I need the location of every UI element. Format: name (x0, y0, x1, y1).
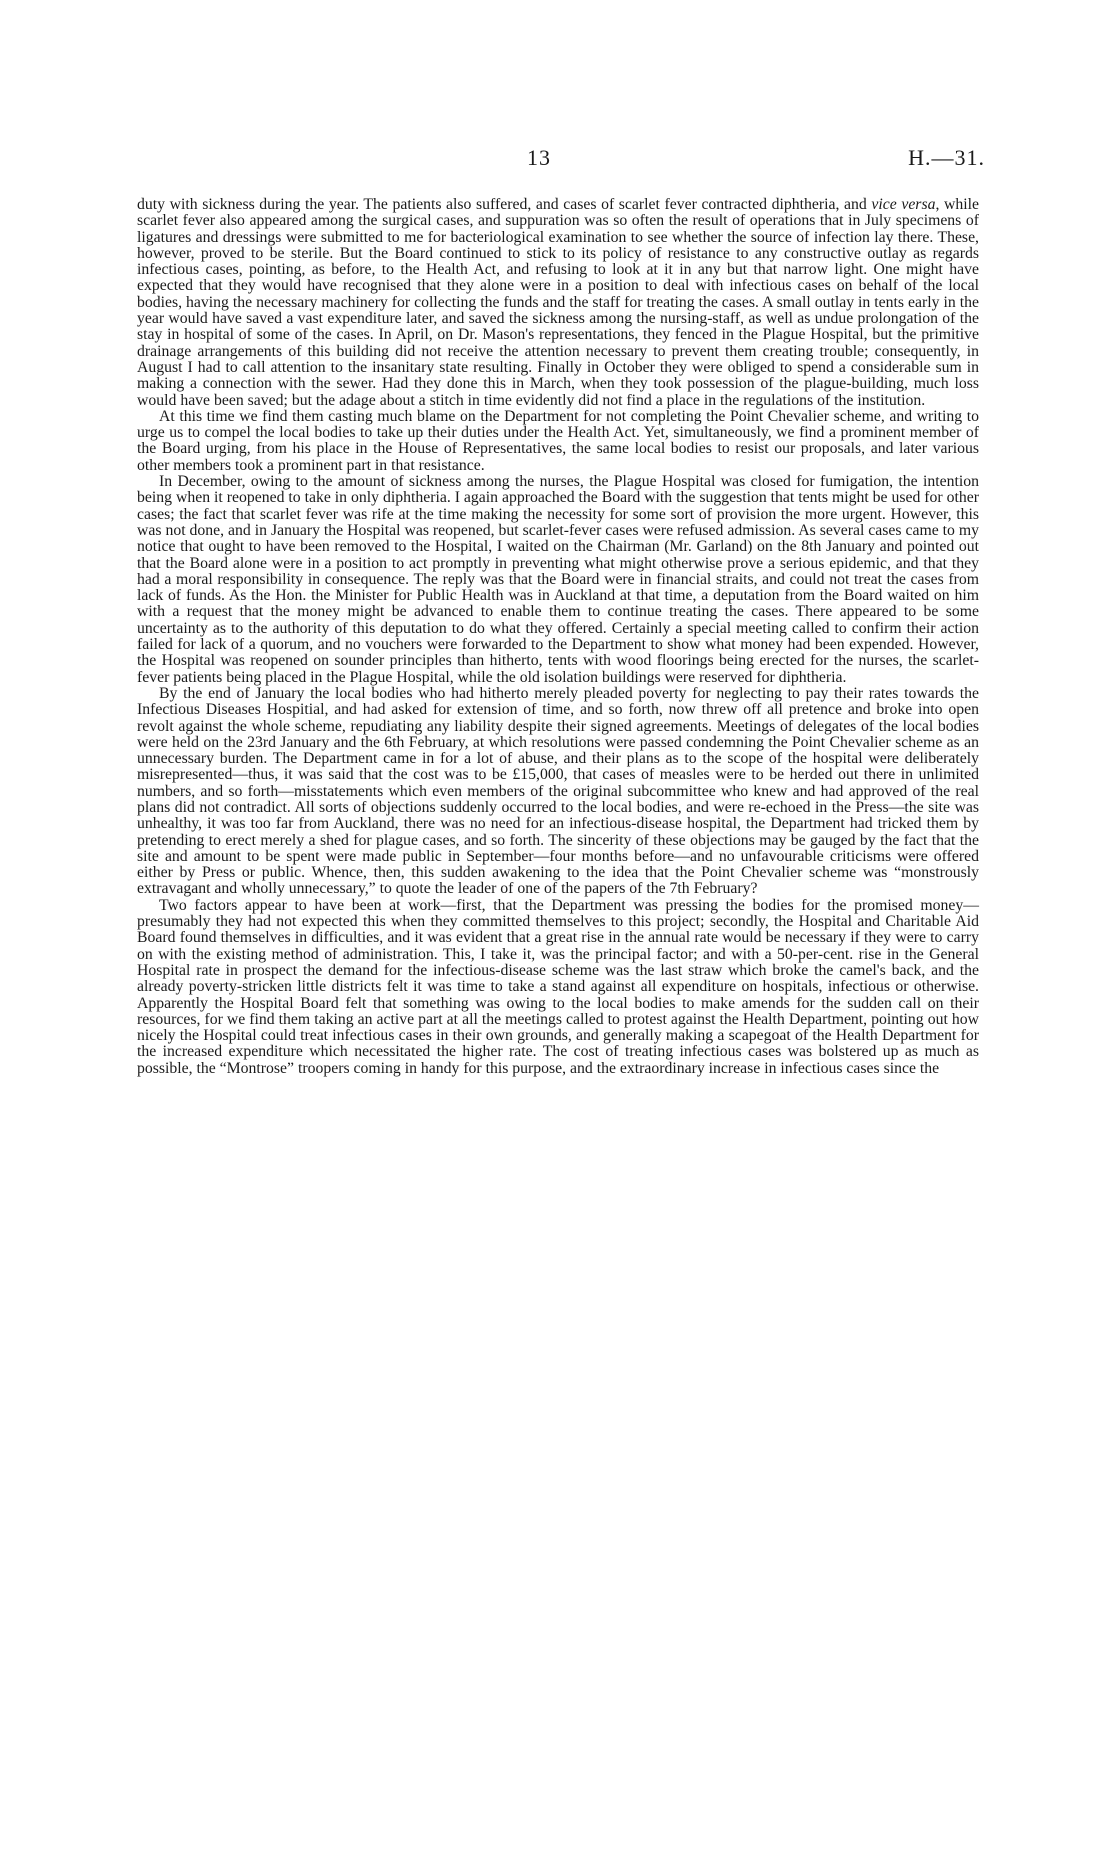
text-run: , while scarlet fever also appeared among the surgical cases, and suppuration was so often the result of operations that in July specimens of ligatures and dressings were submitted to me for bacteriological examination to see whether the source of infection lay there. These, however, proved to be sterile. But the Board continued to stick to its policy of resistance to any constructive outlay as regards infectious cases, pointing, as before, to the Health Act, and refusing to look at it in any but that narrow light. One might have expected that they would have recognised that they alone were in a position to deal with infectious cases on behalf of the local bodies, having the necessary machinery for collecting the funds and the staff for treating the cases. A small outlay in tents early in the year would have saved a vast expenditure later, and saved the sickness among the nursing-staff, as well as undue prolongation of the stay in hospital of some of the cases. In April, on Dr. Mason's representations, they fenced in the Plague Hospital, but the primitive drainage arrangements of this building did not receive the attention necessary to prevent them creating trouble; consequently, in August I had to call attention to the insanitary state resulting. Finally in October they were obliged to spend a considerable sum in making a connection with the sewer. Had they done this in March, when they took possession of the plague-building, much loss would have been saved; but the adage about a stitch in time evidently did not find a place in the regulations of the institution. (137, 196, 979, 409)
paragraph-4 (137, 686, 979, 898)
text-run: At this time we find them casting much blame on the Department for not completing the Point Chevalier scheme, and writing to urge us to compel the local bodies to take up their duties under the Health Act. Yet, simultaneously, we find a prominent member of the Board urging, from his place in the House of Representatives, the same local bodies to resist our proposals, and later various other members took a prominent part in that resistance. (137, 407, 979, 474)
paragraph-2 (137, 409, 979, 474)
italic-phrase: vice versa (871, 196, 936, 213)
paragraph-5 (137, 898, 979, 1077)
text-run: By the end of January the local bodies who had hitherto merely pleaded poverty for neglecting to pay their rates towards the Infectious Diseases Hospitial, and had asked for extension of time, and so forth, now threw off all pretence and broke into open revolt against the whole scheme, repudiating any liability despite their signed agreements. Meetings of delegates of the local bodies were held on the 23rd January and the 6th February, at which resolutions were passed condemning the Point Chevalier scheme as an unnecessary burden. The Department came in for a lot of abuse, and their plans as to the scope of the hospital were deliberately misrepresented—thus, it was said that the cost was to be £15,000, that cases of measles were to be herded out there in unlimited numbers, and so forth—misstatements which even members of the original subcommittee who knew and had approved of the real plans did not contradict. All sorts of objections suddenly occurred to the local bodies, and were re-echoed in the Press—the site was unhealthy, it was too far from Auckland, there was no need for an infectious-disease hospital, the Department had tricked them by pretending to erect merely a shed for plague cases, and so forth. The sincerity of these objections may be gauged by the fact that the site and amount to be spent were made public in September—four months before—and no unfavourable criticisms were offered either by Press or public. Whence, then, this sudden awakening to the idea that the Point Chevalier scheme was “monstrously extravagant and wholly unnecessary,” to quote the leader of one of the papers of the 7th February? (137, 684, 979, 898)
paragraph-1 (137, 197, 979, 409)
paragraph-3 (137, 474, 979, 686)
text-run: duty with sickness during the year. The patients also suffered, and cases of scarlet fever contracted diphtheria, and (137, 196, 872, 213)
page-number: 13 (527, 145, 551, 170)
body-text (137, 197, 979, 1077)
document-reference: H.—31. (908, 145, 985, 170)
text-run: Two factors appear to have been at work—first, that the Department was pressing the bodies for the promised money—presumably they had not expected this when they committed themselves to this project; secondly, the Hospital and Charitable Aid Board found themselves in difficulties, and it was evident that a great rise in the annual rate would be necessary if they were to carry on with the existing method of administration. This, I take it, was the principal factor; and with a 50-per-cent. rise in the General Hospital rate in prospect the demand for the infectious-disease scheme was the last straw which broke the camel's back, and the already poverty-stricken little districts felt it was time to take a stand against all expenditure on hospitals, infectious or otherwise. Apparently the Hospital Board felt that something was owing to the local bodies to make amends for the sudden call on their resources, for we find them taking an active part at all the meetings called to protest against the Health Department, pointing out how nicely the Hospital could treat infectious cases in their own grounds, and generally making a scapegoat of the Health Department for the increased expenditure which necessitated the higher rate. The cost of treating infectious cases was bolstered up as much as possible, the “Montrose” troopers coming in handy for this purpose, and the extraordinary increase in infectious cases since the (137, 896, 979, 1077)
text-run: In December, owing to the amount of sickness among the nurses, the Plague Hospital was closed for fumigation, the intention being when it reopened to take in only diphtheria. I again approached the Board with the suggestion that tents might be used for other cases; the fact that scarlet fever was rife at the time making the necessity for some sort of provision the more urgent. However, this was not done, and in January the Hospital was reopened, but scarlet-fever cases were refused admission. As several cases came to my notice that ought to have been removed to the Hospital, I waited on the Chairman (Mr. Garland) on the 8th January and pointed out that the Board alone were in a position to act promptly in preventing what might otherwise prove a serious epidemic, and that they had a moral responsibility in consequence. The reply was that the Board were in financial straits, and could not treat the cases from lack of funds. As the Hon. the Minister for Public Health was in Auckland at that time, a deputation from the Board waited on him with a request that the money might be advanced to enable them to continue treating the cases. There appeared to be some uncertainty as to the authority of this deputation to do what they offered. Certainly a special meeting called to confirm their action failed for lack of a quorum, and no vouchers were forwarded to the Department to show what money had been expended. However, the Hospital was reopened on sounder principles than hitherto, tents with wood floorings being erected for the nurses, the scarlet-fever patients being placed in the Plague Hospital, while the old isolation buildings were reserved for diphtheria. (137, 473, 979, 686)
